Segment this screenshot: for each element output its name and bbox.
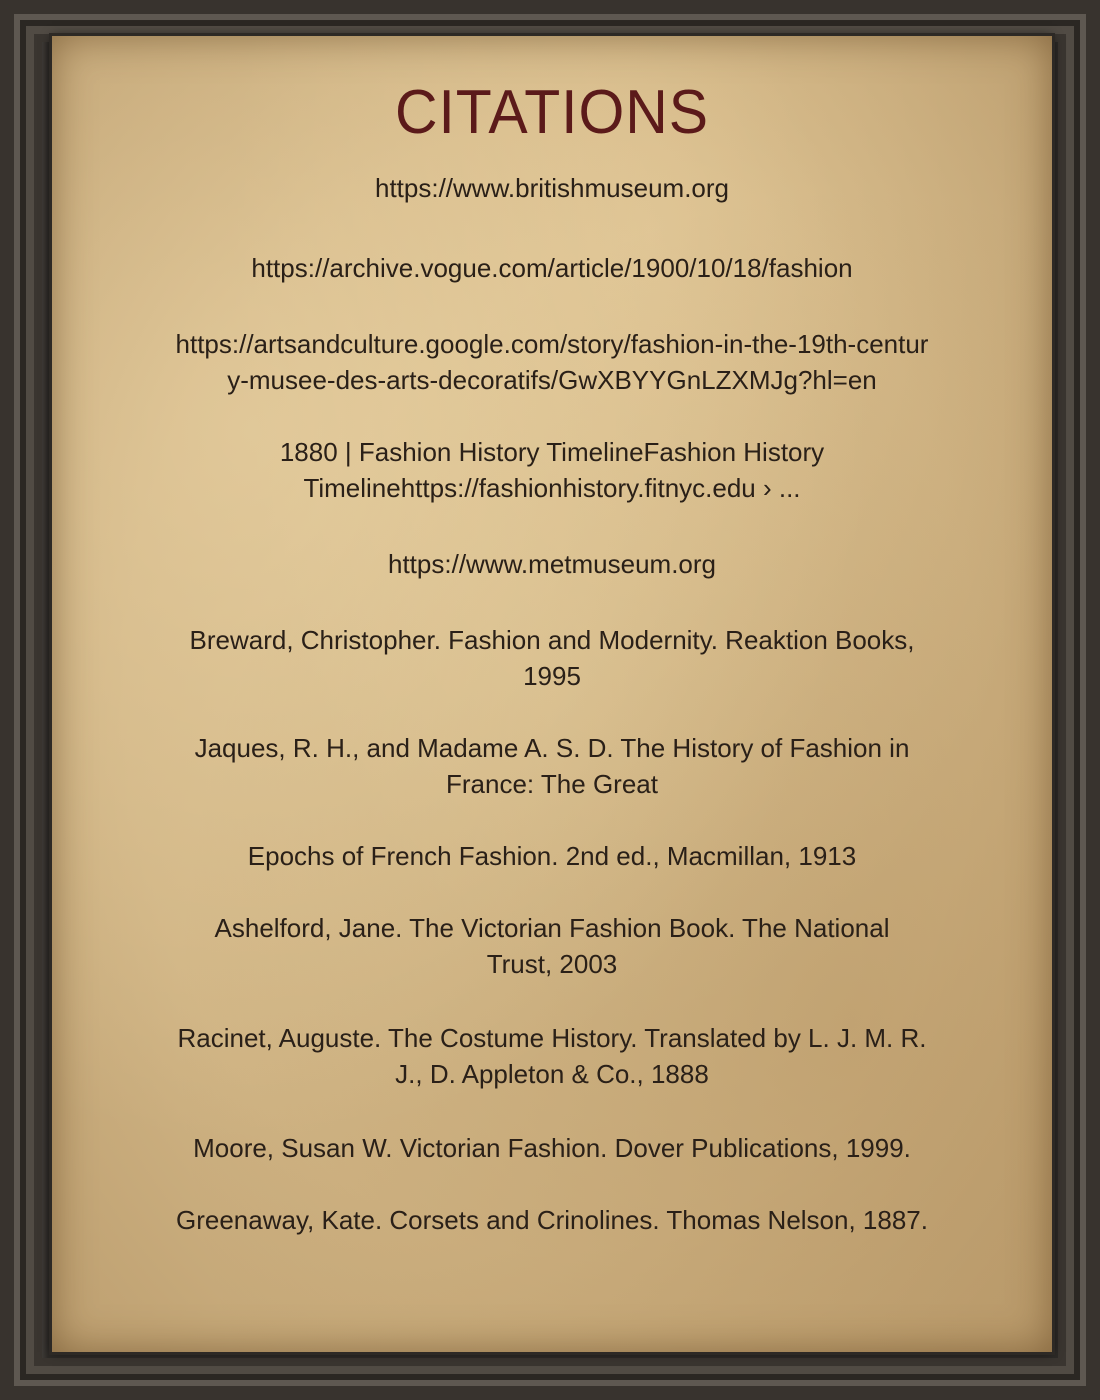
citation-item: https://artsandculture.google.com/story/fashion-in-the-19th-centur y-musee-des-arts-decoratifs/GwXBYYGnLZXMJg?hl=en <box>175 329 929 395</box>
citation-item: Jaques, R. H., and Madame A. S. D. The History of Fashion in France: The Great <box>194 733 910 799</box>
citation-item: Ashelford, Jane. The Victorian Fashion Book. The National Trust, 2003 <box>214 913 890 979</box>
page-title: CITATIONS <box>395 78 709 147</box>
citation-item: Greenaway, Kate. Corsets and Crinolines. Thomas Nelson, 1887. <box>176 1205 928 1235</box>
parchment-page <box>52 36 1052 1352</box>
citation-item: Epochs of French Fashion. 2nd ed., Macmillan, 1913 <box>247 841 857 871</box>
citation-item: 1880 | Fashion History TimelineFashion History Timelinehttps://fashionhistory.fitnyc.edu › ... <box>279 437 825 503</box>
citation-item: Racinet, Auguste. The Costume History. Translated by L. J. M. R. J., D. Appleton & Co., 1888 <box>177 1023 927 1089</box>
citation-item: https://www.britishmuseum.org <box>374 173 729 203</box>
citation-item: https://archive.vogue.com/article/1900/10/18/fashion <box>251 253 853 283</box>
citation-item: Moore, Susan W. Victorian Fashion. Dover Publications, 1999. <box>193 1133 911 1163</box>
citation-item: Breward, Christopher. Fashion and Modernity. Reaktion Books, 1995 <box>189 625 915 691</box>
citation-item: https://www.metmuseum.org <box>388 549 716 579</box>
citation-list <box>52 170 1052 1238</box>
